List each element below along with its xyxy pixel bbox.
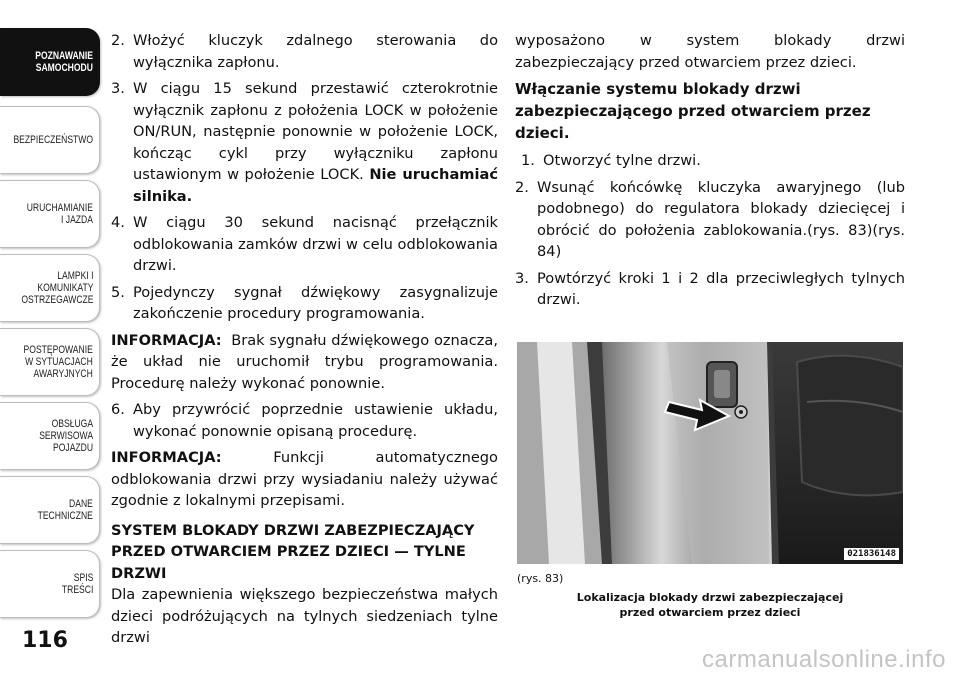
list-text: Powtórzyć kroki 1 i 2 dla przeciwległych tylnych drzwi. — [537, 269, 905, 308]
info-label: INFORMACJA: — [111, 449, 222, 466]
list-item — [111, 399, 498, 442]
tab-lampki-i-komunikaty[interactable] — [0, 254, 100, 322]
watermark: carmanualsonline.info — [702, 646, 946, 673]
list-number: 6. — [111, 401, 125, 418]
info-note — [111, 447, 498, 512]
warning-text: Nie uruchamiać silnika. — [133, 166, 498, 205]
section-heading: SYSTEM BLOKADY DRZWI ZABEZPIECZAJĄCY PRZED OTWARCIEM PRZEZ DZIECI — TYLNE DRZWI — [111, 521, 475, 582]
list-text: W ciągu 30 sekund nacisnąć przełącznik odblokowania zamków drzwi w celu odblokowania drzwi. — [133, 214, 498, 274]
list-text: Aby przywrócić poprzednie ustawienie układu, wykonać ponownie opisaną procedurę. — [133, 401, 498, 440]
tab-obsluga-serwisowa[interactable] — [0, 402, 100, 470]
list-number: 1. — [521, 152, 535, 169]
tab-bezpieczenstwo[interactable] — [0, 106, 100, 174]
continued-paragraph: wyposażono w system blokady drzwi zabezpieczający przed otwarciem przez dzieci. — [515, 32, 905, 71]
list-text: Pojedynczy sygnał dźwiękowy zasygnalizuje zakończenie procedury programowania. — [133, 283, 498, 322]
list-number: 2. — [111, 32, 125, 49]
info-label: INFORMACJA: — [111, 331, 222, 349]
figure-id: 021836148 — [844, 548, 899, 560]
tab-label: BEZPIECZEŃSTWO — [13, 134, 93, 146]
info-text: Brak sygnału dźwiękowego oznacza, że układ nie uruchomił trybu programowania. Procedurę należy wykonać ponownie. — [111, 331, 498, 392]
tab-label: LAMPKI I KOMUNIKATY OSTRZEGAWCZE — [20, 270, 93, 306]
tab-label: DANE TECHNICZNE — [37, 498, 93, 522]
page-number: 116 — [22, 628, 68, 653]
text-column-right — [515, 30, 905, 316]
tab-label: OBSŁUGA SERWISOWA POJAZDU — [39, 418, 93, 454]
list-item — [111, 30, 498, 73]
list-item — [111, 282, 498, 325]
tab-poznawanie-samochodu[interactable] — [0, 28, 100, 96]
figure-caption: Lokalizacja blokady drzwi zabezpieczającej przed otwarciem przez dzieci — [576, 591, 844, 619]
tab-label: POZNAWANIE SAMOCHODU — [35, 50, 93, 74]
list-number: 3. — [111, 80, 125, 97]
list-item — [515, 268, 905, 311]
list-item — [515, 150, 905, 172]
section-intro: Dla zapewnienia większego bezpieczeństwa małych dzieci podróżujących na tylnych siedzeniach tylne drzwi — [111, 586, 498, 646]
tab-dane-techniczne[interactable] — [0, 476, 100, 544]
tab-label: POSTĘPOWANIE W SYTUACJACH AWARYJNYCH — [23, 344, 93, 380]
list-text-wrapper — [133, 78, 498, 207]
list-text: Wsunąć końcówkę kluczyka awaryjnego (lub podobnego) do regulatora blokady dziecięcej i obrócić do położenia zablokowania.(rys. 83)(rys. 84) — [537, 178, 905, 260]
child-lock-figure — [517, 342, 903, 564]
list-text: W ciągu 15 sekund przestawić czterokrotnie wyłącznik zapłonu z położenia LOCK w położenie ON/RUN, następnie ponownie w położenie LOCK, kończąc cykl przy wyłączniku zapłonu ustawionym w położenie LOCK. — [133, 80, 498, 183]
tab-spis-tresci[interactable] — [0, 550, 100, 618]
list-text: Włożyć kluczyk zdalnego sterowania do wyłącznika zapłonu. — [133, 32, 498, 71]
list-number: 2. — [515, 178, 529, 196]
info-text: Funkcji automatycznego odblokowania drzwi przy wysiadaniu należy używać zgodnie z lokalnymi przepisami. — [111, 449, 498, 509]
info-note — [111, 330, 498, 395]
door-photo-illustration — [517, 342, 903, 564]
list-number: 5. — [111, 283, 125, 301]
list-text: Otworzyć tylne drzwi. — [543, 152, 701, 169]
text-column-left — [111, 30, 498, 654]
tab-label: SPIS TREŚCI — [61, 572, 93, 596]
tab-postepowanie-awaryjne[interactable] — [0, 328, 100, 396]
list-number: 3. — [515, 269, 529, 287]
list-item — [111, 78, 498, 207]
list-number: 4. — [111, 214, 125, 231]
list-item — [111, 212, 498, 277]
figure-reference: (rys. 83) — [517, 572, 564, 585]
subsection-heading: Włączanie systemu blokady drzwi zabezpieczającego przed otwarciem przez dzieci. — [515, 80, 871, 142]
tab-label: URUCHAMIANIE I JAZDA — [26, 202, 93, 226]
list-item — [515, 177, 905, 263]
tab-uruchamianie-i-jazda[interactable] — [0, 180, 100, 248]
